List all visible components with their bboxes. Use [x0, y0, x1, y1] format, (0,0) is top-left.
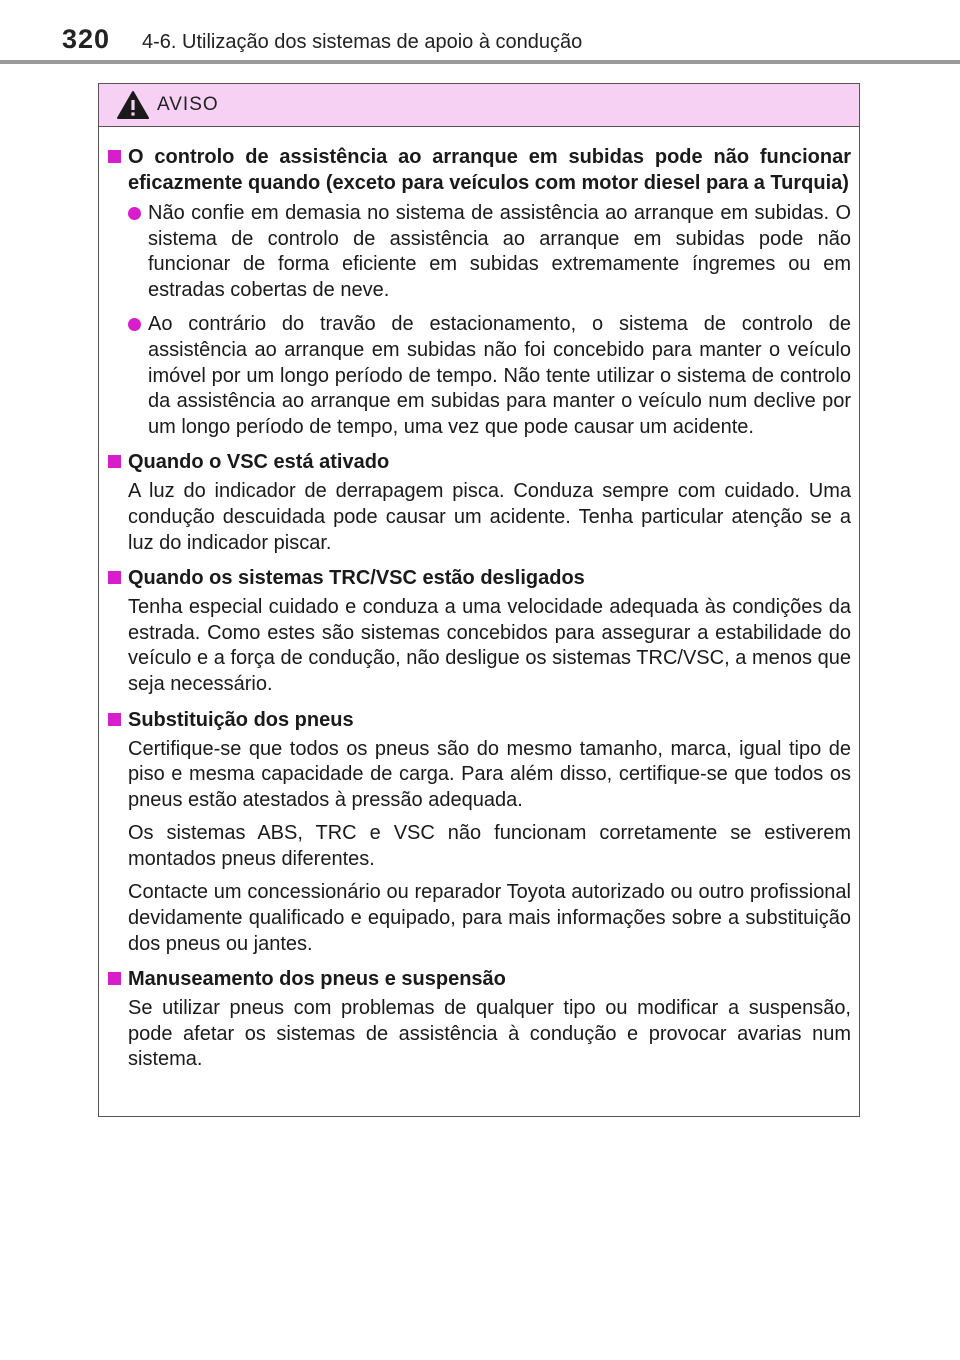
section-heading-text: Substituição dos pneus	[128, 708, 354, 731]
paragraph: Certifique-se que todos os pneus são do mesmo tamanho, marca, igual tipo de piso e mesma capacidade de carga. Para além disso, certifique-se que todos os pneus estão atestados à pressão adequada.	[128, 737, 851, 811]
bullet-text: Ao contrário do travão de estacionamento, o sistema de controlo de assistência ao arranque em subidas não foi concebido para manter o veículo imóvel por um longo período de tempo. Não tente utilizar o sistema de controlo da assistência ao arranque em subidas para manter o veículo num declive por um longo período de tempo, uma vez que pode causar um acidente.	[148, 313, 851, 438]
section-heading-text: Quando os sistemas TRC/VSC estão desligados	[128, 567, 585, 590]
square-bullet-icon	[108, 150, 121, 163]
section-heading	[106, 966, 851, 992]
section-heading-text: Manuseamento dos pneus e suspensão	[128, 968, 506, 991]
section-heading	[106, 707, 851, 733]
warning-section	[106, 449, 851, 556]
square-bullet-icon	[108, 713, 121, 726]
paragraph: Se utilizar pneus com problemas de qualquer tipo ou modificar a suspensão, pode afetar os sistemas de assistência à condução e provocar avarias num sistema.	[128, 997, 851, 1071]
square-bullet-icon	[108, 455, 121, 468]
warning-content	[99, 127, 859, 1073]
warning-section	[106, 565, 851, 697]
square-bullet-icon	[108, 972, 121, 985]
section-heading	[106, 144, 851, 196]
bullet-item	[106, 201, 851, 303]
bullet-item	[106, 312, 851, 440]
round-bullet-icon	[128, 318, 141, 331]
bullet-text: Não confie em demasia no sistema de assistência ao arranque em subidas. O sistema de controlo de assistência ao arranque em subidas pode não funcionar de forma eficiente em subidas extremamente íngremes ou em estradas cobertas de neve.	[148, 202, 851, 301]
section-heading	[106, 565, 851, 591]
warning-section	[106, 707, 851, 958]
page-header	[0, 0, 960, 62]
page-number: 320	[62, 24, 111, 54]
warning-label: AVISO	[157, 94, 219, 115]
warning-box	[98, 83, 860, 1117]
warning-triangle-icon	[116, 90, 150, 120]
paragraph: Os sistemas ABS, TRC e VSC não funcionam corretamente se estiverem montados pneus diferentes.	[128, 822, 851, 870]
round-bullet-icon	[128, 207, 141, 220]
warning-section	[106, 966, 851, 1073]
section-heading	[106, 449, 851, 475]
warning-header	[99, 84, 859, 127]
square-bullet-icon	[108, 571, 121, 584]
section-heading-text: Quando o VSC está ativado	[128, 451, 390, 474]
section-title: 4-6. Utilização dos sistemas de apoio à condução	[142, 31, 583, 53]
header-rule	[0, 60, 960, 64]
paragraph: Tenha especial cuidado e conduza a uma velocidade adequada às condições da estrada. Como estes são sistemas concebidos para assegurar a estabilidade do veículo e a força de condução, não desligue os sistemas TRC/VSC, a menos que seja necessário.	[128, 596, 851, 695]
warning-section	[106, 144, 851, 440]
section-heading-text: O controlo de assistência ao arranque em subidas pode não funcionar eficazmente quando (exceto para veículos com motor diesel para a Turquia)	[128, 146, 851, 194]
paragraph: Contacte um concessionário ou reparador Toyota autorizado ou outro profissional devidamente qualificado e equipado, para mais informações sobre a substituição dos pneus ou jantes.	[128, 881, 851, 955]
paragraph: A luz do indicador de derrapagem pisca. Conduza sempre com cuidado. Uma condução descuidada pode causar um acidente. Tenha particular atenção se a luz do indicador piscar.	[128, 480, 851, 554]
